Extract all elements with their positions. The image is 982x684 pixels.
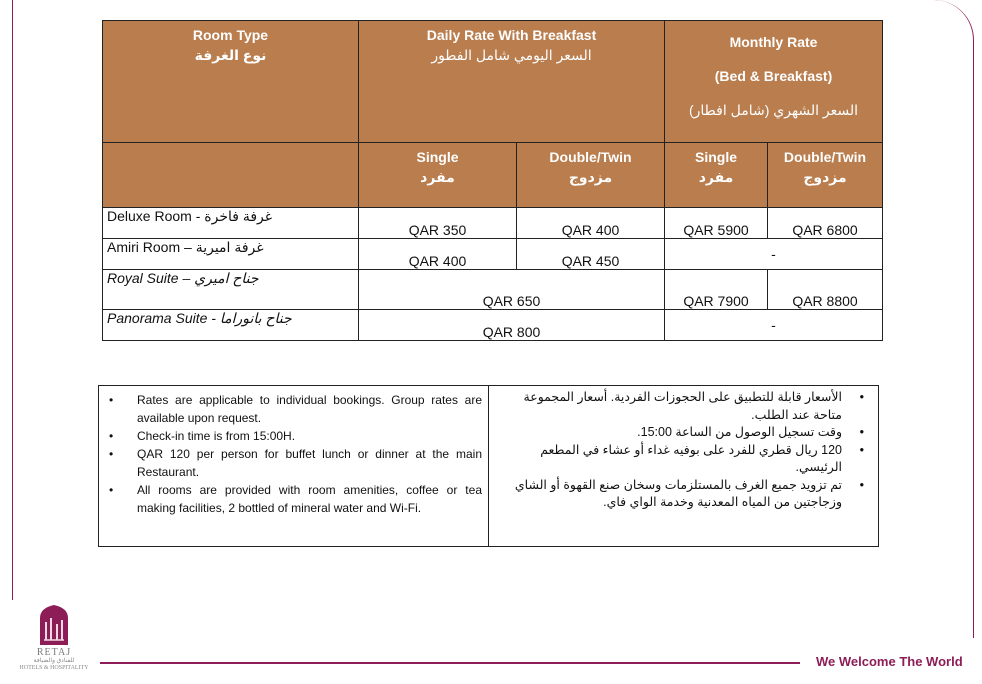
header-room-type: [103, 21, 359, 143]
daily-rate: QAR 800: [359, 310, 665, 341]
header-daily-double: [517, 143, 665, 208]
monthly-double-rate: QAR 8800: [768, 270, 883, 310]
note-item-ar: • الأسعار قابلة للتطبيق على الحجوزات الفردية. أسعار المجموعة متاحة عند الطلب.: [497, 389, 870, 424]
header-daily-single: [359, 143, 517, 208]
monthly-single-rate: QAR 7900: [665, 270, 768, 310]
header-monthly-single: [665, 143, 768, 208]
monthly-single-rate: QAR 5900: [665, 208, 768, 239]
room-name: Panorama Suite - جناح بانوراما: [103, 310, 359, 341]
logo-name: RETAJ: [36, 647, 72, 658]
daily-rate: QAR 650: [359, 270, 665, 310]
daily-double-rate: QAR 450: [517, 239, 665, 270]
note-item: • Check-in time is from 15:00H.: [105, 427, 482, 445]
header-daily-double-en: Double/Twin: [549, 149, 632, 165]
room-name: Amiri Room – غرفة اميرية: [103, 239, 359, 270]
note-item-ar: • وقت تسجيل الوصول من الساعة 15:00.: [497, 424, 870, 442]
header-daily-rate: [359, 21, 665, 143]
rates-table: [102, 20, 883, 341]
note-item: • Rates are applicable to individual bookings. Group rates are available upon request.: [105, 391, 482, 427]
note-item-ar: • 120 ريال قطري للفرد على بوفيه غداء أو عشاء في المطعم الرئيسي.: [497, 442, 870, 477]
monthly-double-rate: QAR 6800: [768, 208, 883, 239]
header-monthly-single-en: Single: [695, 149, 738, 165]
header-room-type-ar: نوع الغرفة: [194, 47, 267, 63]
notes-box: [98, 385, 879, 547]
header-monthly-single-ar: مفرد: [698, 169, 734, 185]
header-room-type-en: Room Type: [192, 27, 269, 43]
tagline: We Welcome The World: [816, 654, 963, 669]
monthly-rate-na: -: [665, 310, 883, 341]
page-frame-right: [933, 0, 974, 638]
header-monthly-sub-en: (Bed & Breakfast): [714, 68, 833, 84]
header-monthly-double: [768, 143, 883, 208]
header-monthly-double-en: Double/Twin: [783, 149, 867, 165]
daily-single-rate: QAR 350: [359, 208, 517, 239]
room-name: Royal Suite – جناح اميري: [103, 270, 359, 310]
table-row: [103, 208, 883, 239]
table-row: [103, 310, 883, 341]
retaj-logo: [16, 604, 92, 682]
header-daily-ar: السعر اليومي شامل الفطور: [431, 47, 592, 63]
header-monthly-rate: [665, 21, 883, 143]
header-daily-en: Daily Rate With Breakfast: [426, 27, 597, 43]
note-item-ar: • تم تزويد جميع الغرف بالمستلزمات وسخان صنع القهوة أو الشاي وزجاجتين من المياه المعدنية وخدمة الواي فاي.: [497, 477, 870, 512]
page-frame-left: [12, 0, 13, 600]
notes-arabic: [489, 386, 878, 546]
table-row: [103, 239, 883, 270]
notes-english: [99, 386, 489, 546]
daily-single-rate: QAR 400: [359, 239, 517, 270]
header-monthly-ar: السعر الشهري (شامل افطار): [688, 102, 859, 118]
header-room-type-spacer: [103, 143, 359, 208]
header-daily-single-en: Single: [416, 149, 459, 165]
header-daily-double-ar: مزدوج: [568, 169, 613, 185]
daily-double-rate: QAR 400: [517, 208, 665, 239]
footer-divider: [100, 662, 800, 664]
note-item: • QAR 120 per person for buffet lunch or dinner at the main Restaurant.: [105, 445, 482, 481]
header-daily-single-ar: مفرد: [420, 169, 455, 185]
monthly-rate-na: -: [665, 239, 883, 270]
logo-arabic: للفنادق والضيافة: [33, 658, 75, 664]
room-name: Deluxe Room - غرفة فاخرة: [103, 208, 359, 239]
header-monthly-double-ar: مزدوج: [803, 169, 847, 185]
note-item: • All rooms are provided with room amenities, coffee or tea making facilities, 2 bottled of mineral water and Wi-Fi.: [105, 481, 482, 517]
table-row: [103, 270, 883, 310]
logo-subtitle: HOTELS & HOSPITALITY: [19, 665, 89, 671]
header-monthly-en: Monthly Rate: [729, 34, 818, 50]
retaj-emblem-icon: [37, 604, 71, 646]
